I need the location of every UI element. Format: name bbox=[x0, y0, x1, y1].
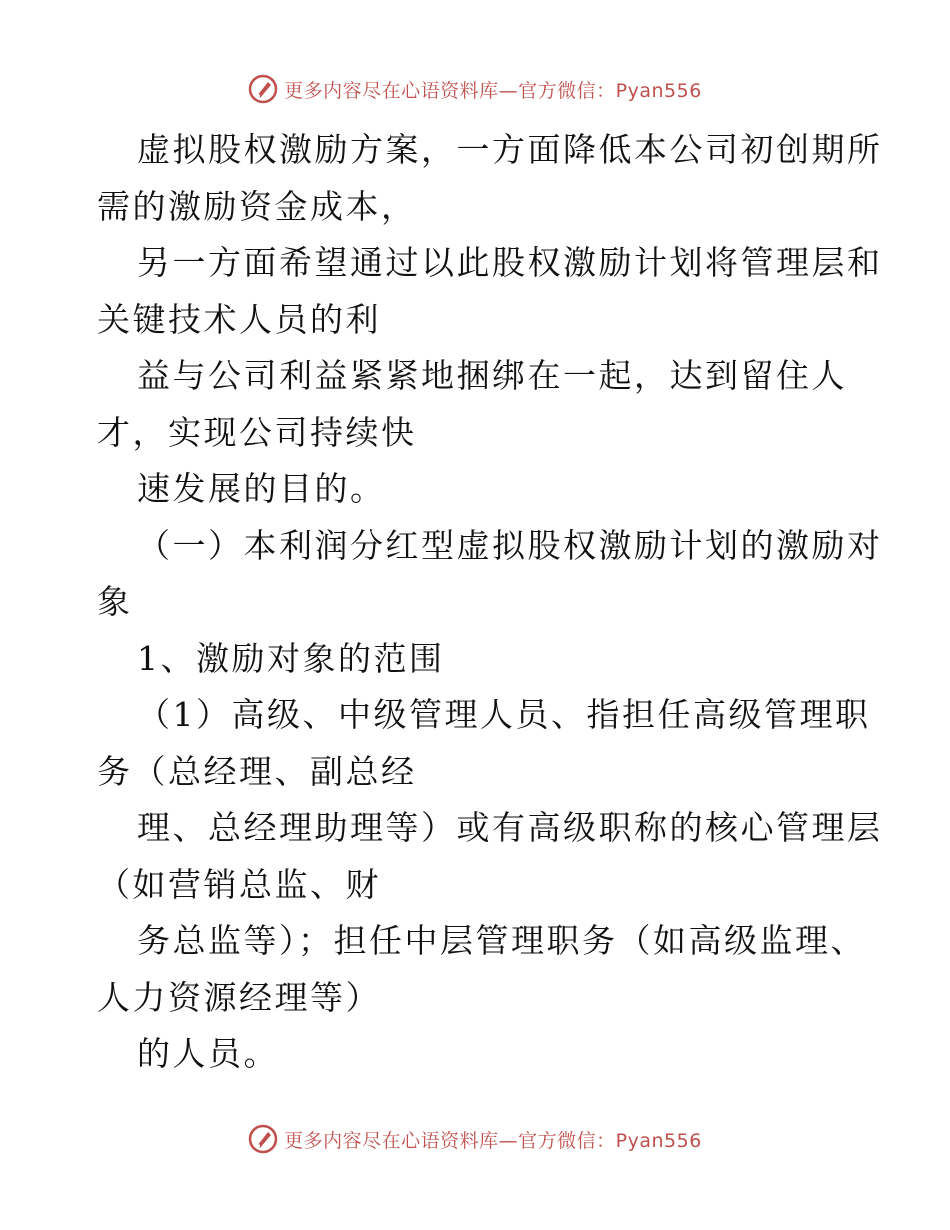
text-line: 需的激励资金成本， bbox=[97, 186, 417, 226]
pen-logo-icon bbox=[248, 74, 278, 104]
text-line: （如营销总监、财 bbox=[97, 864, 381, 904]
text-line: 务（总经理、副总经 bbox=[97, 751, 417, 791]
text-line: 务总监等）；担任中层管理职务（如高级监理、 bbox=[137, 921, 866, 960]
text-line: 人力资源经理等） bbox=[97, 977, 381, 1017]
text-line: 理、总经理助理等）或有高级职称的核心管理层 bbox=[137, 808, 883, 847]
text-line: （1）高级、中级管理人员、指担任高级管理职 bbox=[137, 695, 871, 734]
watermark-text: 更多内容尽在心语资料库—官方微信：Pyan556 bbox=[284, 79, 702, 102]
text-line: 的人员。 bbox=[137, 1034, 279, 1073]
text-line: 1、激励对象的范围 bbox=[137, 638, 445, 678]
watermark-text: 更多内容尽在心语资料库—官方微信：Pyan556 bbox=[284, 1129, 702, 1152]
text-line: 才，实现公司持续快 bbox=[97, 412, 417, 452]
document-body bbox=[97, 122, 883, 1083]
page-footer-watermark bbox=[0, 1124, 950, 1154]
text-line: 速发展的目的。 bbox=[137, 469, 386, 508]
page-header-watermark bbox=[0, 74, 950, 104]
pen-logo-icon bbox=[248, 1124, 278, 1154]
text-line: 虚拟股权激励方案，一方面降低本公司初创期所 bbox=[137, 130, 883, 169]
text-line: 关键技术人员的利 bbox=[97, 299, 381, 339]
text-line: （一）本利润分红型虚拟股权激励计划的激励对 bbox=[137, 525, 883, 565]
text-line: 另一方面希望通过以此股权激励计划将管理层和 bbox=[137, 243, 883, 282]
text-line: 象 bbox=[97, 582, 133, 621]
text-line: 益与公司利益紧紧地捆绑在一起，达到留住人 bbox=[137, 356, 847, 395]
